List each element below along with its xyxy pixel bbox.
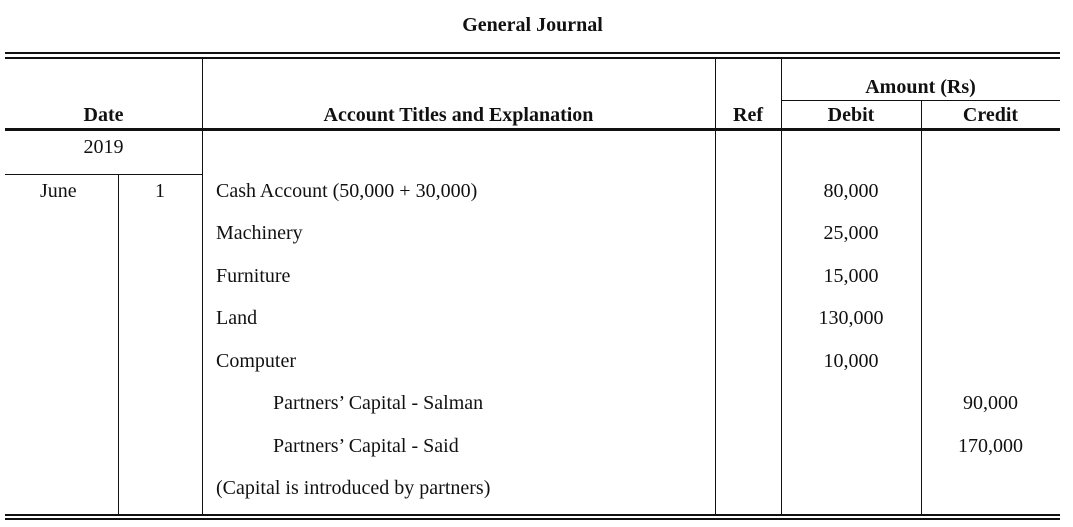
year-cell: 2019 <box>83 136 124 158</box>
entry-account: Cash Account (50,000 + 30,000) <box>216 180 478 202</box>
day-cell: 1 <box>155 180 165 202</box>
entry-account: Machinery <box>216 222 303 244</box>
entry-debit: 25,000 <box>823 222 879 244</box>
entry-account: Computer <box>216 350 296 372</box>
col-line-date-day <box>118 174 119 516</box>
top-rule-2 <box>5 57 1060 59</box>
entry-account: Partners’ Capital - Salman <box>273 392 484 414</box>
year-rule <box>5 174 202 175</box>
bottom-rule-1 <box>5 514 1060 516</box>
header-debit: Debit <box>827 104 875 126</box>
top-rule-1 <box>5 52 1060 54</box>
entry-credit: 170,000 <box>958 435 1023 457</box>
header-date: Date <box>83 104 124 126</box>
entry-debit: 130,000 <box>818 307 884 329</box>
entry-account: Furniture <box>216 265 291 287</box>
journal-title: General Journal <box>462 14 603 36</box>
entry-debit: 80,000 <box>823 180 879 202</box>
header-ref: Ref <box>733 104 763 126</box>
bottom-rule-2 <box>5 518 1060 520</box>
header-account: Account Titles and Explanation <box>323 104 594 126</box>
entry-account: Partners’ Capital - Said <box>273 435 459 457</box>
header-credit: Credit <box>962 104 1019 126</box>
entry-account: Land <box>216 307 258 329</box>
narration: (Capital is introduced by partners) <box>216 477 491 499</box>
entry-debit: 15,000 <box>823 265 879 287</box>
header-amount: Amount (Rs) <box>865 76 976 98</box>
header-rule <box>5 128 1060 131</box>
month-cell: June <box>40 180 77 202</box>
entry-debit: 10,000 <box>823 350 879 372</box>
entry-credit: 90,000 <box>963 392 1018 414</box>
